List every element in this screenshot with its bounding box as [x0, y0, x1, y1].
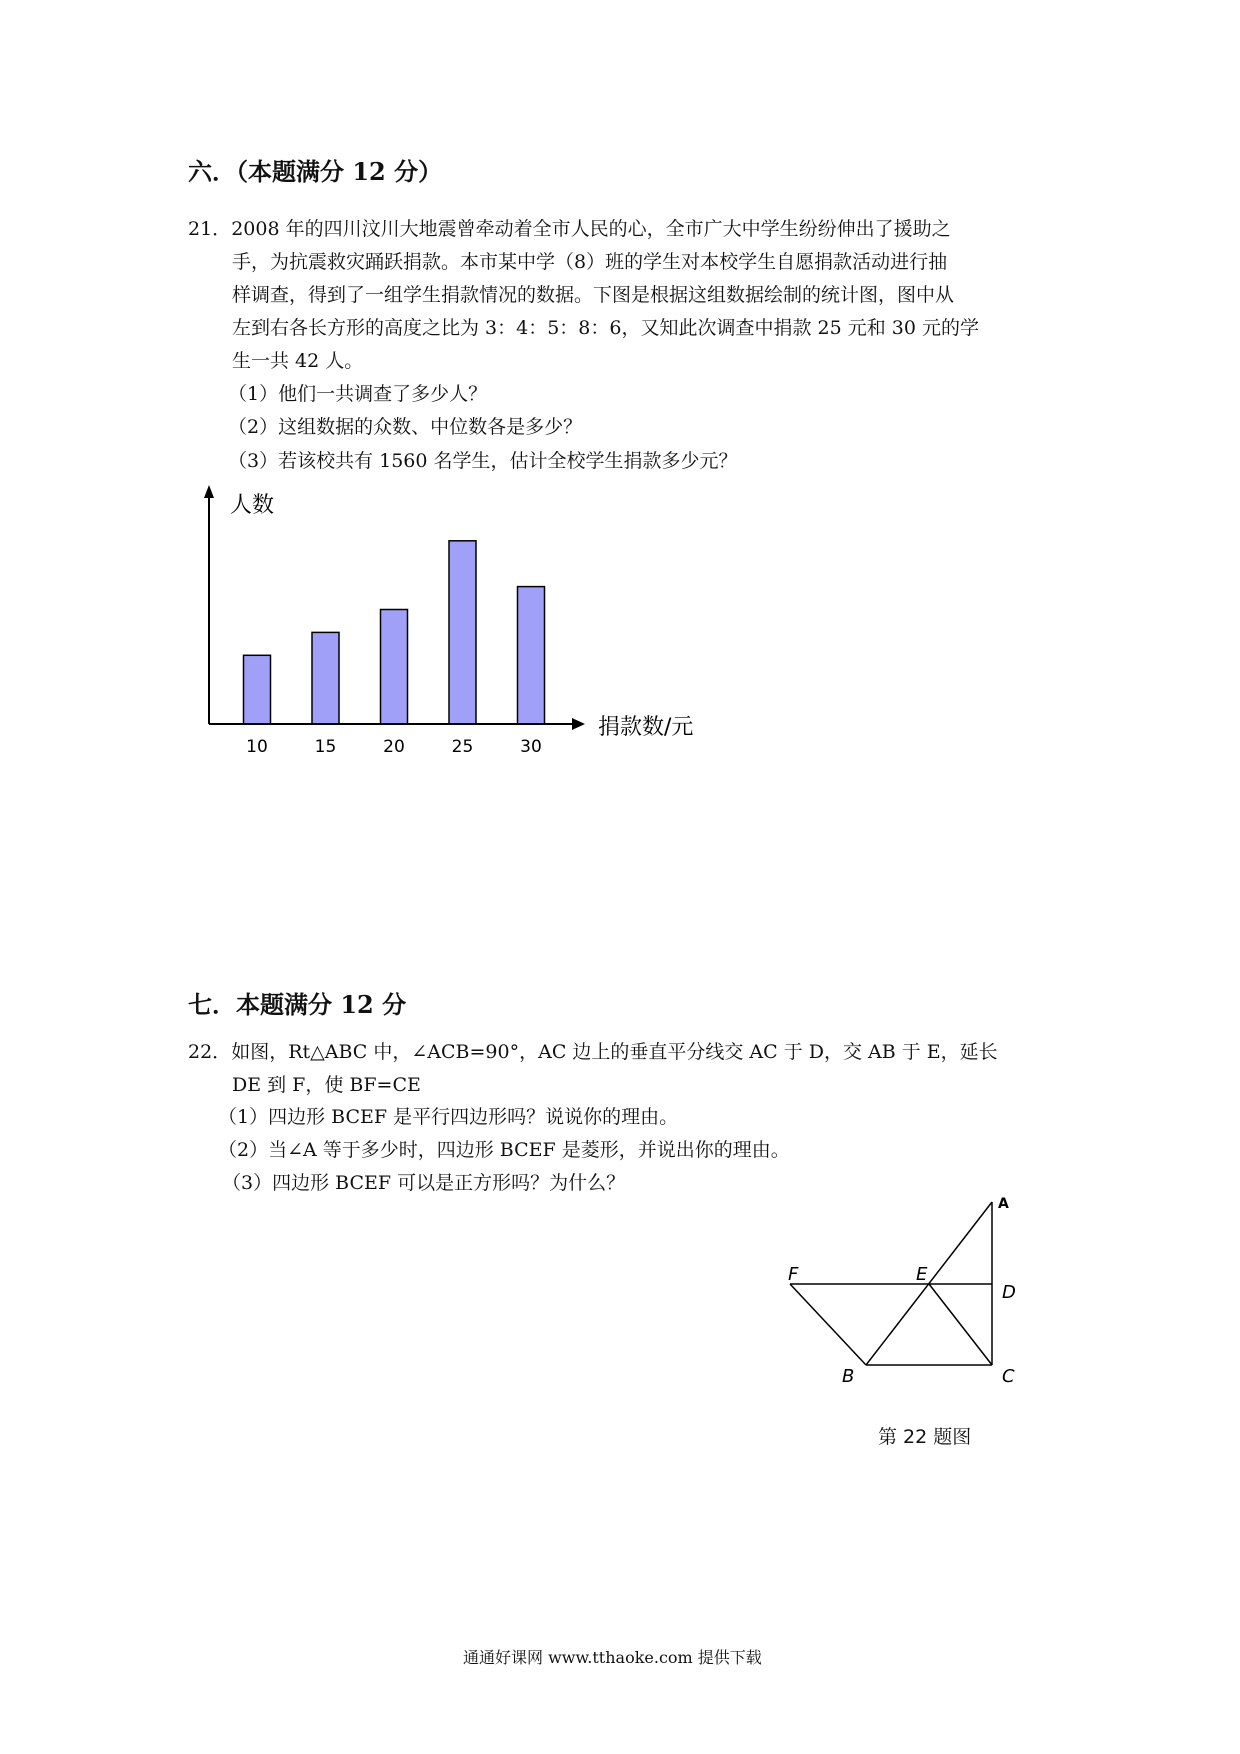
question-21-number: 21． [188, 218, 232, 240]
question-21-line-3: 样调查，得到了一组学生捐款情况的数据。下图是根据这组数据绘制的统计图，图中从 [232, 284, 955, 306]
question-22-line-1: 如图，Rt△ABC 中，∠ACB=90°，AC 边上的垂直平分线交 AC 于 D，交 AB 于 E，延长 [231, 1041, 998, 1063]
x-tick-label-20: 20 [383, 737, 405, 757]
donation-bar-chart [180, 480, 740, 760]
question-21-sub-1: （1）他们一共调查了多少人？ [228, 383, 488, 405]
tick-labels-layer [246, 737, 542, 757]
bar-30 [518, 587, 545, 724]
x-axis-label: 捐款数/元 [598, 715, 694, 740]
y-axis-label: 人数 [230, 493, 275, 518]
question-22 [188, 1036, 998, 1102]
x-tick-label-15: 15 [314, 737, 337, 757]
y-axis-arrow [204, 485, 214, 498]
question-21-line-4: 左到右各长方形的高度之比为 3：4：5：8：6，又知此次调查中捐款 25 元和 30 元的学 [232, 317, 979, 339]
bar-20 [381, 610, 408, 725]
segment-FB [790, 1284, 866, 1365]
label-A: A [998, 1196, 1009, 1212]
question-22-sub-2: （2）当∠A 等于多少时，四边形 BCEF 是菱形，并说出你的理由。 [218, 1139, 790, 1161]
section-6-heading: 六．（本题满分 12 分） [188, 157, 443, 186]
question-22-sub-3: （3）四边形 BCEF 可以是正方形吗？为什么？ [222, 1172, 626, 1194]
question-22-number: 22． [188, 1041, 232, 1063]
question-21 [188, 213, 979, 378]
bars-layer [244, 541, 545, 724]
geometry-figure [780, 1190, 1060, 1390]
x-tick-label-30: 30 [520, 737, 542, 757]
label-D: D [1002, 1282, 1016, 1303]
section-7-heading: 七．本题满分 12 分 [188, 990, 407, 1019]
question-21-sub-3: （3）若该校共有 1560 名学生，估计全校学生捐款多少元？ [228, 450, 738, 472]
question-22-sub-1: （1）四边形 BCEF 是平行四边形吗？说说你的理由。 [218, 1106, 679, 1128]
label-E: E [916, 1264, 928, 1285]
x-tick-label-10: 10 [246, 737, 268, 757]
question-22-line-2: DE 到 F，使 BF=CE [232, 1074, 421, 1096]
label-B: B [842, 1366, 855, 1387]
bar-15 [312, 632, 339, 724]
bar-10 [244, 655, 271, 724]
x-axis-arrow [572, 718, 585, 730]
x-tick-label-25: 25 [451, 737, 474, 757]
question-21-line-1: 2008 年的四川汶川大地震曾牵动着全市人民的心，全市广大中学生纷纷伸出了援助之 [231, 218, 951, 240]
page-footer: 通通好课网 www.tthaoke.com 提供下载 [463, 1648, 762, 1667]
question-21-line-2: 手，为抗震救灾踊跃捐款。本市某中学（8）班的学生对本校学生自愿捐款活动进行抽 [232, 251, 948, 273]
label-F: F [788, 1264, 799, 1285]
segment-EC [929, 1284, 992, 1365]
figure-22-caption: 第 22 题图 [878, 1426, 972, 1448]
bar-25 [449, 541, 476, 724]
label-C: C [1002, 1366, 1015, 1387]
question-21-sub-2: （2）这组数据的众数、中位数各是多少？ [228, 416, 583, 438]
question-21-line-5: 生一共 42 人。 [232, 350, 364, 372]
